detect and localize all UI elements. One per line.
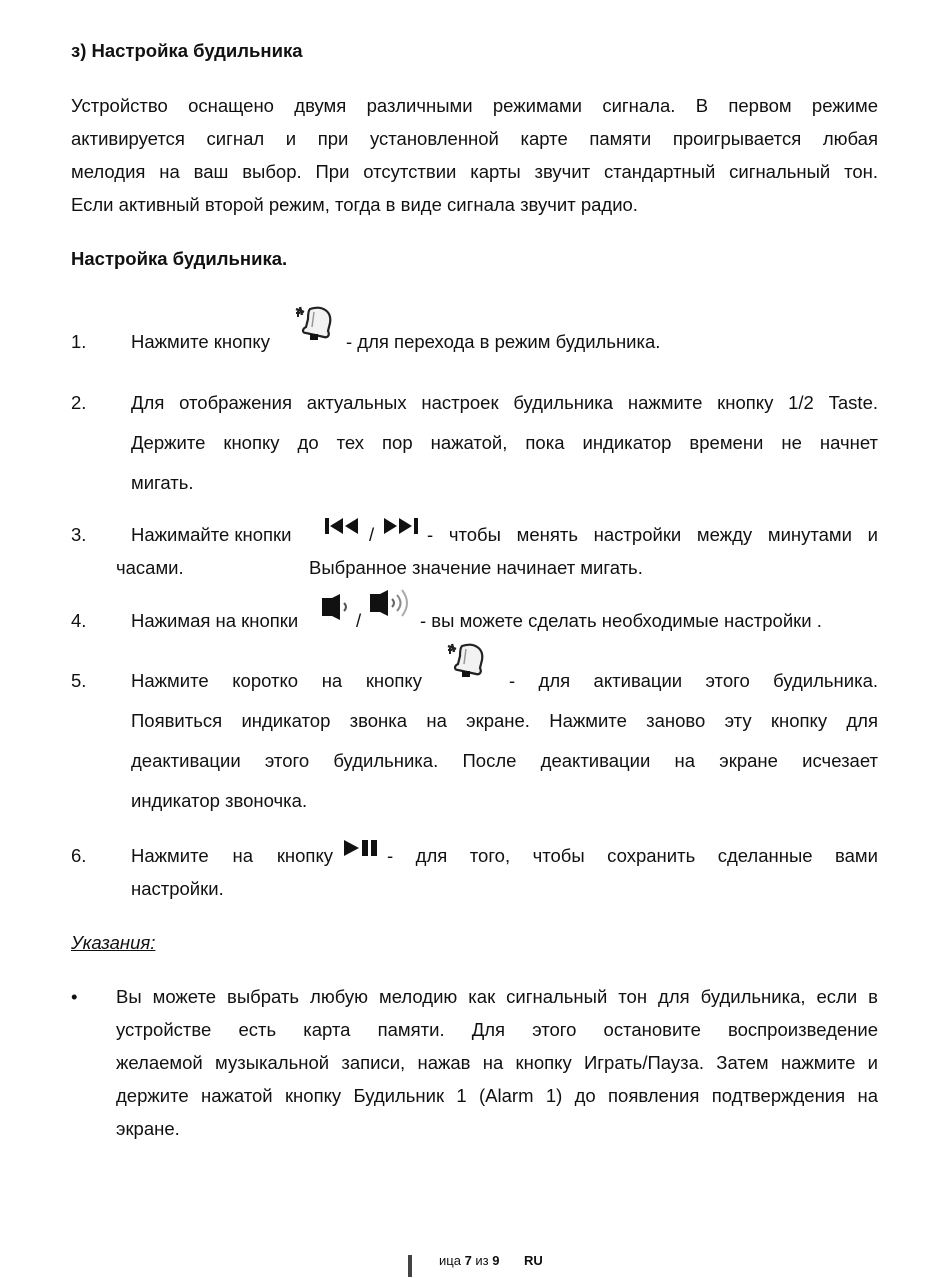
play-pause-icon — [343, 838, 383, 858]
intro-line: активируется сигнал и при установленной карте памяти проигрывается любая — [71, 128, 878, 149]
step-3-text-a: Нажимайте кнопки — [131, 524, 292, 545]
step-3-slash: / — [369, 524, 375, 545]
step-number: 2. — [71, 392, 87, 413]
step-3-line-2a: часами. — [116, 557, 184, 578]
note-line: держите нажатой кнопку Будильник 1 (Alarm 1) до появления подтверждения на — [116, 1085, 878, 1106]
footer-language: RU — [524, 1253, 543, 1268]
step-number: 5. — [71, 670, 87, 691]
note-line: желаемой музыкальной записи, нажав на кнопку Играть/Пауза. Затем нажмите и — [116, 1052, 878, 1073]
subheading: Настройка будильника. — [71, 248, 288, 269]
step-number: 6. — [71, 845, 87, 866]
step-5-line-3: деактивации этого будильника. После деактивации на экране исчезает — [131, 750, 878, 771]
volume-up-icon — [368, 586, 418, 622]
step-number: 4. — [71, 610, 87, 631]
step-2-line-2: Держите кнопку до тех пор нажатой, пока индикатор времени не начнет — [131, 432, 878, 453]
intro-line: Если активный второй режим, тогда в виде сигнала звучит радио. — [71, 194, 638, 215]
previous-track-icon — [324, 516, 364, 536]
volume-down-icon — [320, 592, 356, 622]
intro-line: мелодия на ваш выбор. При отсутствии карты звучит стандартный сигнальный тон. — [71, 161, 878, 182]
intro-line: Устройство оснащено двумя различными режимами сигнала. В первом режиме — [71, 95, 878, 116]
footer-prefix: ица — [439, 1253, 465, 1268]
footer-of: из — [471, 1253, 493, 1268]
footer-page-total: 9 — [492, 1253, 500, 1268]
next-track-icon — [382, 516, 422, 536]
notes-heading: Указания: — [71, 932, 156, 953]
alarm-bell-icon — [292, 303, 338, 345]
step-2-line-1: Для отображения актуальных настроек будильника нажмите кнопку 1/2 Taste. — [131, 392, 878, 413]
step-5-text-b: - для активации этого будильника. — [509, 670, 878, 691]
step-number: 3. — [71, 524, 87, 545]
section-title: з) Настройка будильника — [71, 40, 303, 61]
page-footer — [439, 1252, 499, 1270]
step-2-line-3: мигать. — [131, 472, 194, 493]
step-1-text-a: Нажмите кнопку — [131, 331, 270, 352]
note-line: экране. — [116, 1118, 180, 1139]
note-line: устройстве есть карта памяти. Для этого остановите воспроизведение — [116, 1019, 878, 1040]
step-6-text-a: Нажмите на кнопку — [131, 845, 333, 866]
step-4-text-a: Нажимая на кнопки — [131, 610, 299, 631]
step-1-text-b: - для перехода в режим будильника. — [346, 331, 661, 352]
step-6-text-b: - для того, чтобы сохранить сделанные вами — [387, 845, 878, 866]
step-5-line-2: Появиться индикатор звонка на экране. Нажмите заново эту кнопку для — [131, 710, 878, 731]
step-number: 1. — [71, 331, 87, 352]
alarm-bell-icon — [444, 640, 490, 682]
step-4-text-b: - вы можете сделать необходимые настройки . — [420, 610, 822, 631]
step-5-text-a: Нажмите коротко на кнопку — [131, 670, 422, 691]
bullet-icon: • — [71, 986, 78, 1007]
footer-divider — [408, 1255, 412, 1277]
step-3-line-2b: Выбранное значение начинает мигать. — [309, 557, 643, 578]
note-paragraph — [116, 980, 878, 1145]
footer-page-number: 7 — [464, 1253, 472, 1268]
note-line: Вы можете выбрать любую мелодию как сигнальный тон для будильника, если в — [116, 986, 878, 1007]
step-6-line-2: настройки. — [131, 878, 224, 899]
step-3-text-b: - чтобы менять настройки между минутами и — [427, 524, 878, 545]
step-5-line-4: индикатор звоночка. — [131, 790, 308, 811]
step-4-slash: / — [356, 610, 362, 631]
intro-paragraph — [71, 89, 878, 221]
